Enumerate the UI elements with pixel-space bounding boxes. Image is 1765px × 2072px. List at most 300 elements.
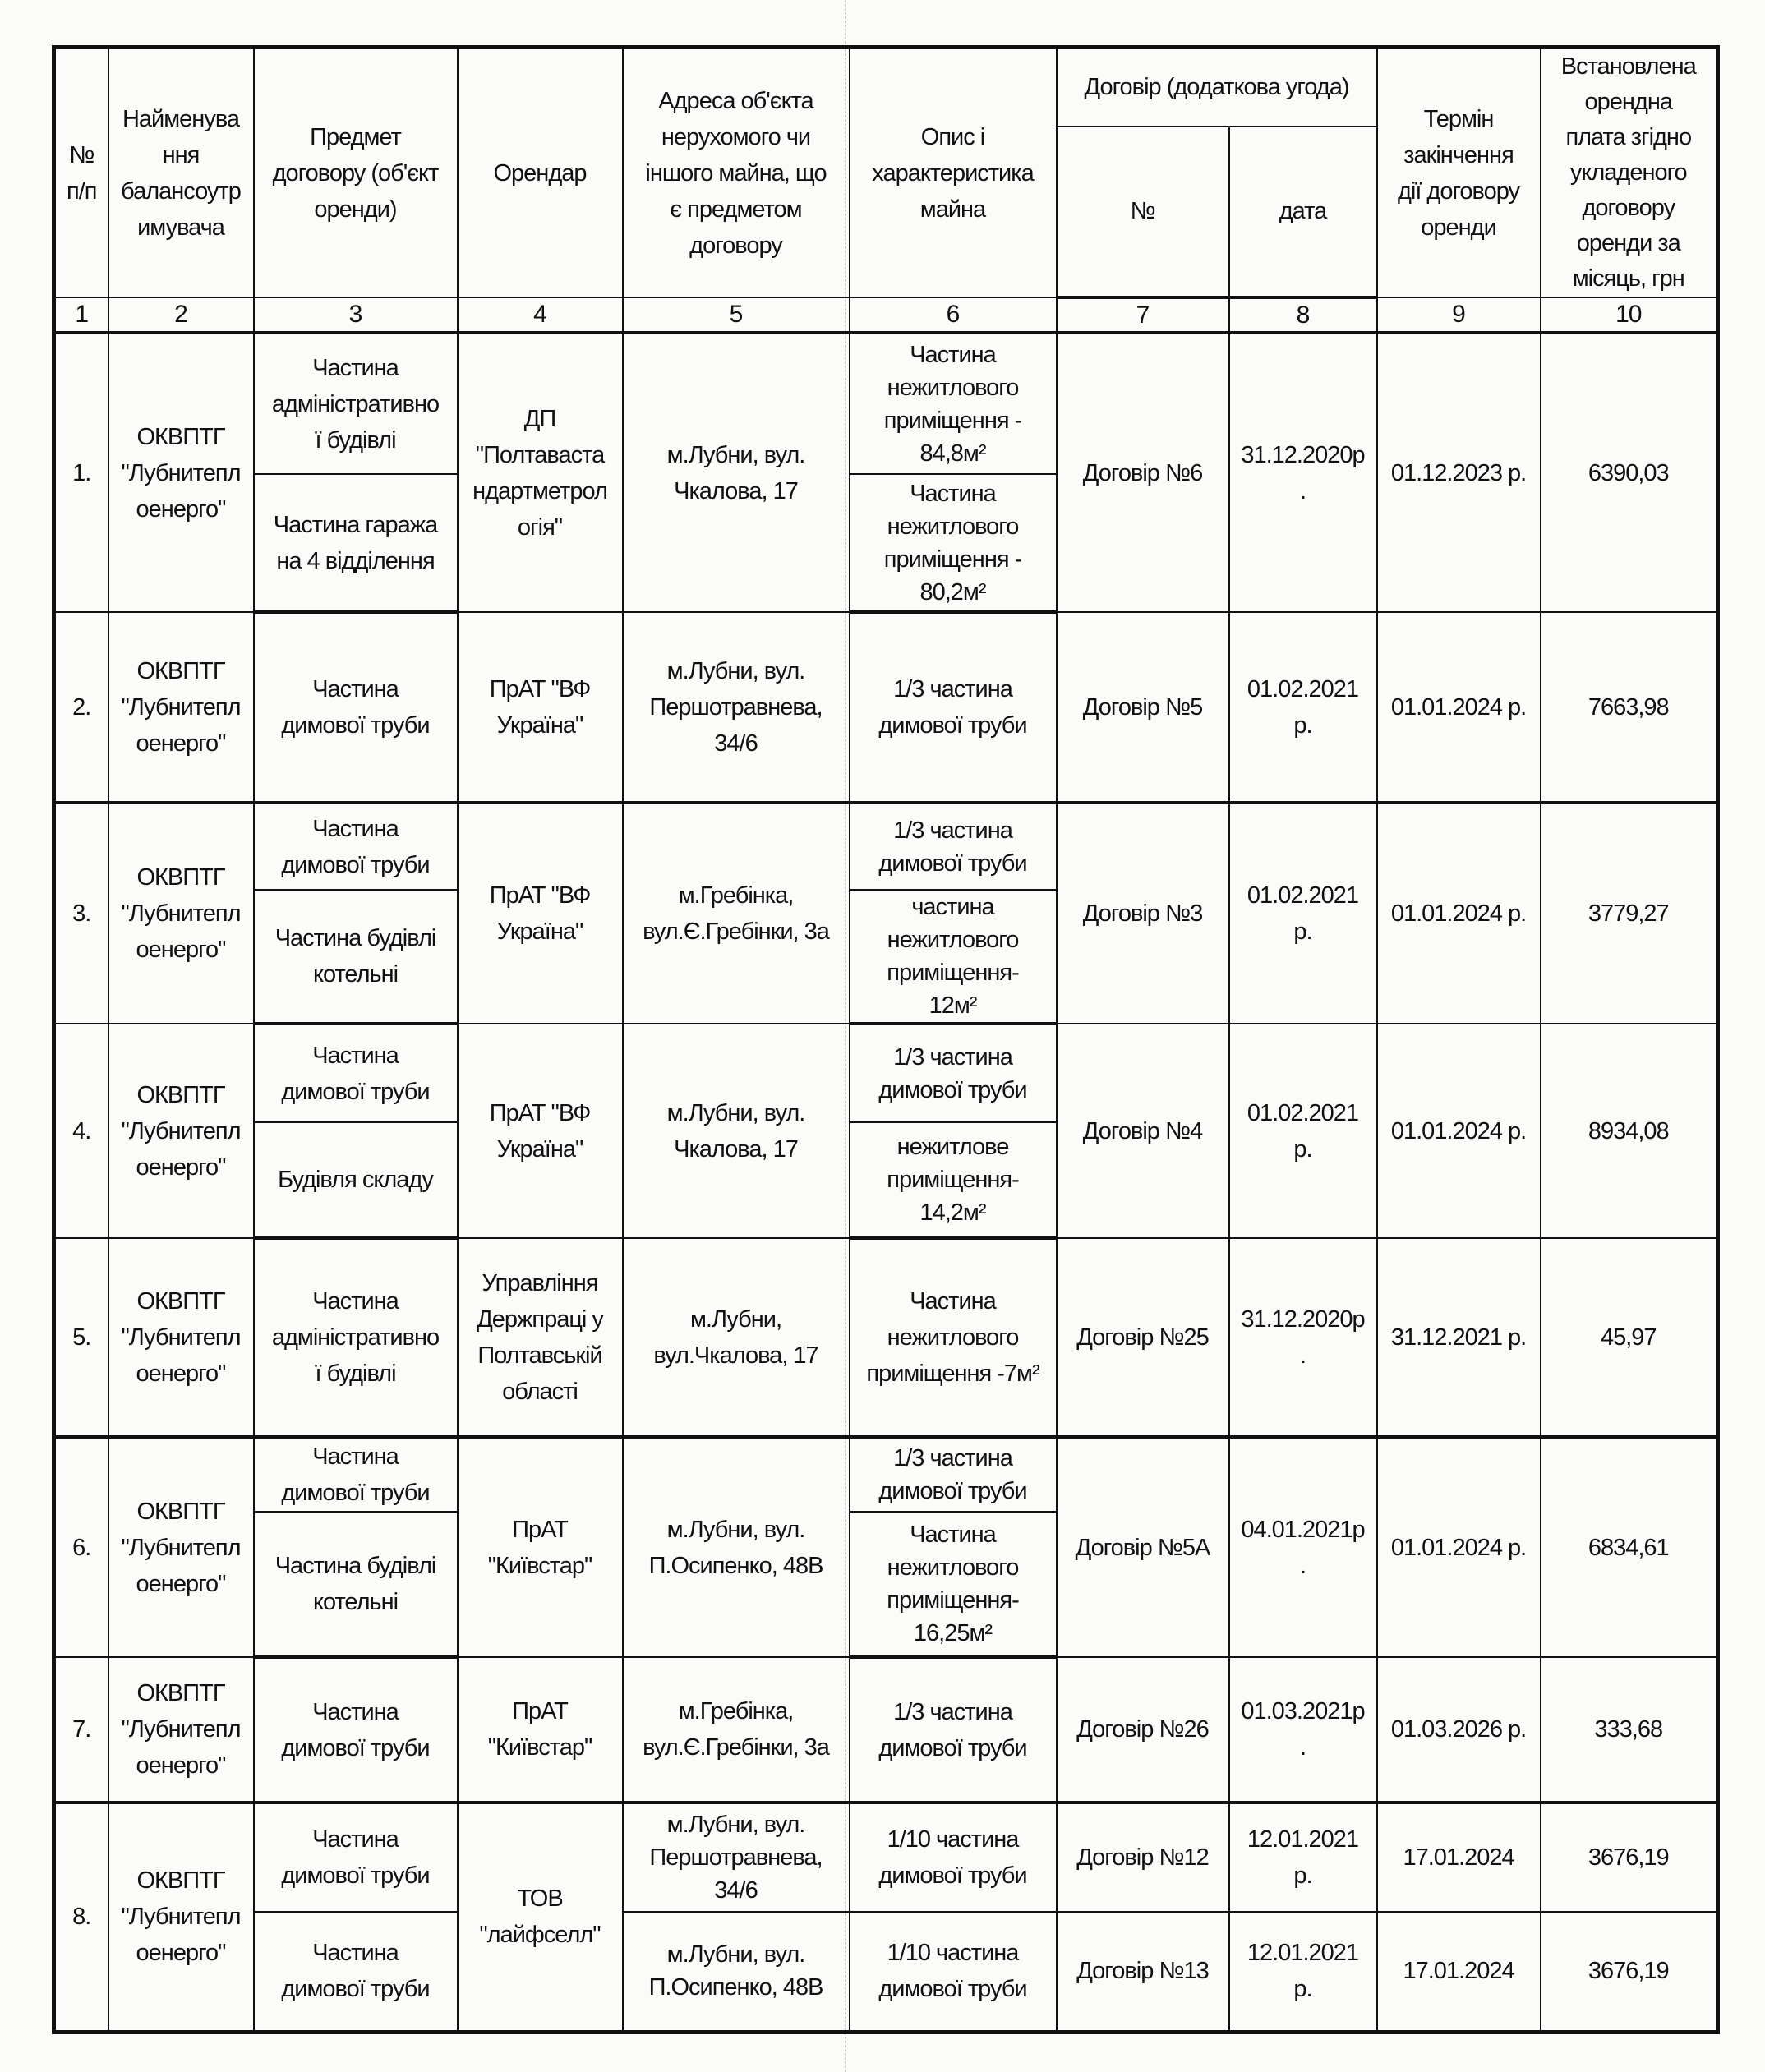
balance-holder xyxy=(108,1437,254,1657)
text-line: Першотравнева, xyxy=(649,1844,823,1871)
text-line: Частина xyxy=(312,1443,399,1470)
table-row xyxy=(54,1657,1718,1803)
text-line: котельні xyxy=(312,961,399,988)
row-number: 1. xyxy=(54,333,108,612)
text-line: . xyxy=(1299,1734,1306,1761)
text-line: Полтавській xyxy=(477,1342,602,1369)
text-line: Частина xyxy=(312,1940,399,1967)
text-line: ПрАТ "ВФ xyxy=(489,1099,591,1126)
text-line: Україна" xyxy=(496,919,583,945)
text-line: приміщення- xyxy=(887,960,1019,986)
text-line: оенерго" xyxy=(136,495,226,523)
contract-number: Договір №12 xyxy=(1057,1803,1229,1912)
text-line: 01.02.2021 xyxy=(1247,882,1359,909)
contract-end-date: 01.03.2026 р. xyxy=(1377,1657,1541,1803)
text-line: договору xyxy=(689,232,782,259)
text-line: м.Лубни, вул. xyxy=(666,1941,805,1968)
text-line: приміщення -7м² xyxy=(866,1361,1039,1387)
text-line: м.Лубни, вул. xyxy=(666,1099,805,1126)
text-line: димової труби xyxy=(281,1480,430,1506)
lease-subject xyxy=(254,612,458,803)
text-line: приміщення- xyxy=(887,1587,1019,1614)
property-address xyxy=(623,612,850,803)
text-line: Термін xyxy=(1423,105,1494,132)
text-line: вул.Є.Гребінки, 3а xyxy=(643,919,829,945)
text-line: ОКВПТГ xyxy=(136,423,225,450)
text-line: 12м² xyxy=(929,992,977,1019)
text-line: 1/3 частина xyxy=(893,817,1012,844)
text-line: Частина xyxy=(312,815,399,842)
text-line: димової труби xyxy=(281,1862,430,1889)
text-line: Встановлена xyxy=(1560,53,1696,80)
balance-holder xyxy=(108,1238,254,1437)
property-description xyxy=(850,1912,1057,2032)
property-description xyxy=(850,803,1057,890)
tenant xyxy=(458,1437,623,1657)
text-line: ння xyxy=(162,141,200,168)
text-line: м.Гребінка, xyxy=(678,1698,794,1724)
monthly-rent: 7663,98 xyxy=(1541,612,1718,803)
text-line: є предметом xyxy=(670,196,802,223)
text-line: ндартметрол xyxy=(472,477,607,504)
property-description xyxy=(850,1657,1057,1803)
column-number: 7 xyxy=(1057,297,1229,333)
text-line: 31.12.2020р xyxy=(1241,441,1365,468)
text-line: Частина xyxy=(910,1288,996,1315)
text-line: характеристика xyxy=(872,159,1034,186)
contract-end-date: 17.01.2024 xyxy=(1377,1803,1541,1912)
column-number: 4 xyxy=(458,297,623,333)
text-line: ї будівлі xyxy=(315,426,396,454)
table-row xyxy=(54,1437,1718,1512)
text-line: . xyxy=(1299,1342,1306,1369)
lease-subject xyxy=(254,803,458,890)
text-line: 14,2м² xyxy=(919,1199,986,1226)
balance-holder xyxy=(108,333,254,612)
text-line: вул.Є.Гребінки, 3а xyxy=(643,1734,829,1761)
text-line: 1/3 частина xyxy=(893,1043,1012,1071)
contract-number: Договір №6 xyxy=(1057,333,1229,612)
table-row xyxy=(54,1803,1718,1912)
text-line: димової труби xyxy=(878,1478,1027,1504)
row-number: 6. xyxy=(54,1437,108,1657)
text-line: димової труби xyxy=(878,712,1027,739)
text-line: дії договору xyxy=(1397,177,1520,205)
property-description xyxy=(850,1122,1057,1238)
text-line: . xyxy=(1299,1552,1306,1579)
text-line: "Київстар" xyxy=(487,1734,592,1761)
text-line: димової труби xyxy=(878,1076,1027,1103)
text-line: Першотравнева, xyxy=(649,693,823,721)
lease-subject xyxy=(254,1657,458,1803)
text-line: Частина xyxy=(910,480,996,507)
text-line: 01.02.2021 xyxy=(1247,675,1359,702)
text-line: закінчення xyxy=(1403,141,1514,168)
text-line: м.Лубни, вул. xyxy=(666,657,805,684)
property-description xyxy=(850,1238,1057,1437)
text-line: ОКВПТГ xyxy=(136,1287,225,1315)
text-line: 1/10 частина xyxy=(887,1940,1019,1967)
property-description xyxy=(850,1024,1057,1122)
contract-date xyxy=(1229,1912,1377,2032)
header-contract-no: № xyxy=(1057,127,1229,297)
lease-table xyxy=(52,45,1720,2034)
column-number: 9 xyxy=(1377,297,1541,333)
row-number: 3. xyxy=(54,803,108,1024)
header-description xyxy=(850,48,1057,298)
text-line: місяць, грн xyxy=(1572,265,1684,292)
text-line: укладеного xyxy=(1569,159,1687,186)
lease-subject xyxy=(254,1512,458,1657)
text-line: нерухомого чи xyxy=(661,123,811,150)
text-line: р. xyxy=(1293,1862,1312,1889)
header-contract-group: Договір (додаткова угода) xyxy=(1057,48,1377,127)
header-end-date xyxy=(1377,48,1541,298)
text-line: . xyxy=(1299,477,1306,504)
text-line: р. xyxy=(1293,1976,1312,2003)
text-line: 1/10 частина xyxy=(887,1826,1019,1853)
balance-holder xyxy=(108,1803,254,2032)
table-row xyxy=(54,612,1718,803)
property-address xyxy=(623,1657,850,1803)
text-line: оенерго" xyxy=(136,1360,226,1387)
lease-subject xyxy=(254,1238,458,1437)
text-line: оенерго" xyxy=(136,1153,226,1181)
contract-number: Договір №4 xyxy=(1057,1024,1229,1238)
text-line: оренди за xyxy=(1576,230,1680,256)
text-line: Предмет xyxy=(310,123,401,150)
text-line: "Лубнитепл xyxy=(121,459,241,486)
tenant xyxy=(458,612,623,803)
text-line: іншого майна, що xyxy=(645,159,827,186)
text-line: р. xyxy=(1293,919,1312,945)
property-description xyxy=(850,474,1057,612)
header-contract-date: дата xyxy=(1229,127,1377,297)
text-line: оенерго" xyxy=(136,1940,226,1967)
property-address xyxy=(623,1238,850,1437)
text-line: "Лубнитепл xyxy=(121,1534,241,1561)
property-description xyxy=(850,333,1057,474)
property-address xyxy=(623,333,850,612)
lease-subject xyxy=(254,1024,458,1122)
tenant xyxy=(458,1024,623,1238)
text-line: 16,25м² xyxy=(913,1620,993,1646)
contract-number: Договір №26 xyxy=(1057,1657,1229,1803)
monthly-rent: 3676,19 xyxy=(1541,1912,1718,2032)
text-line: оенерго" xyxy=(136,937,226,963)
text-line: ї будівлі xyxy=(315,1361,396,1387)
text-line: 84,8м² xyxy=(919,440,986,467)
header-tenant: Орендар xyxy=(458,48,623,298)
contract-end-date: 01.01.2024 р. xyxy=(1377,612,1541,803)
text-line: адміністративно xyxy=(271,1324,440,1351)
lease-subject xyxy=(254,1437,458,1512)
text-line: оенерго" xyxy=(136,1570,226,1597)
property-address xyxy=(623,1437,850,1657)
contract-number: Договір №13 xyxy=(1057,1912,1229,2032)
text-line: частина xyxy=(911,894,994,920)
balance-holder xyxy=(108,1657,254,1803)
text-line: ДП xyxy=(523,405,556,432)
text-line: Частина будівлі xyxy=(274,1553,436,1579)
text-line: димової труби xyxy=(281,1976,430,2003)
text-line: ОКВПТГ xyxy=(136,864,225,891)
text-line: плата згідно xyxy=(1565,124,1692,150)
column-number: 6 xyxy=(850,297,1057,333)
text-line: договору (об'єкт xyxy=(272,159,439,186)
text-line: димової труби xyxy=(281,1734,430,1761)
text-line: огія" xyxy=(517,513,563,541)
contract-end-date: 17.01.2024 xyxy=(1377,1912,1541,2032)
table-row xyxy=(54,1024,1718,1122)
text-line: ТОВ xyxy=(517,1886,563,1913)
text-line: ОКВПТГ xyxy=(136,657,225,684)
tenant xyxy=(458,803,623,1024)
text-line: димової труби xyxy=(281,851,430,878)
text-line: договору xyxy=(1582,195,1675,221)
monthly-rent: 8934,08 xyxy=(1541,1024,1718,1238)
text-line: на 4 відділення xyxy=(276,547,435,574)
text-line: "Лубнитепл xyxy=(121,1117,241,1144)
text-line: нежитлового xyxy=(887,1324,1019,1351)
text-line: Частина xyxy=(312,1288,399,1315)
text-line: "Лубнитепл xyxy=(121,1904,241,1931)
tenant xyxy=(458,1238,623,1437)
text-line: ОКВПТГ xyxy=(136,1498,225,1525)
property-address xyxy=(623,1024,850,1238)
contract-date xyxy=(1229,1437,1377,1657)
text-line: Частина xyxy=(312,1698,399,1725)
text-line: ПрАТ "ВФ xyxy=(489,882,591,909)
monthly-rent: 3779,27 xyxy=(1541,803,1718,1024)
text-line: нежитлового xyxy=(887,374,1019,401)
text-line: "Полтаваста xyxy=(475,441,605,468)
lease-subject xyxy=(254,890,458,1024)
row-number: 8. xyxy=(54,1803,108,2032)
text-line: Адреса об'єкта xyxy=(658,87,813,114)
header-address xyxy=(623,48,850,298)
text-line: нежитлового xyxy=(887,513,1019,540)
text-line: м.Лубни, вул. xyxy=(666,441,805,468)
text-line: димової труби xyxy=(878,1862,1027,1889)
text-line: 1/3 частина xyxy=(893,1445,1012,1471)
lease-subject xyxy=(254,1122,458,1238)
text-line: м.Лубни, xyxy=(689,1305,782,1333)
balance-holder xyxy=(108,1024,254,1238)
contract-date xyxy=(1229,803,1377,1024)
column-number: 2 xyxy=(108,297,254,333)
tenant xyxy=(458,333,623,612)
text-line: Частина xyxy=(312,1042,399,1069)
text-line: 04.01.2021р xyxy=(1241,1516,1365,1543)
text-line: 12.01.2021 xyxy=(1247,1940,1359,1967)
contract-number: Договір №3 xyxy=(1057,803,1229,1024)
text-line: приміщення - xyxy=(883,407,1022,434)
text-line: м.Гребінка, xyxy=(678,882,794,909)
text-line: Частина xyxy=(910,1522,996,1548)
text-line: Найменува xyxy=(122,105,240,132)
text-line: приміщення - xyxy=(883,546,1022,573)
text-line: оенерго" xyxy=(136,1752,226,1779)
text-line: Частина xyxy=(312,1826,399,1853)
text-line: котельні xyxy=(312,1589,399,1615)
text-line: вул.Чкалова, 17 xyxy=(653,1342,818,1369)
text-line: "Київстар" xyxy=(487,1552,592,1579)
tenant xyxy=(458,1657,623,1803)
text-line: димової труби xyxy=(281,1078,430,1105)
contract-end-date: 01.12.2023 р. xyxy=(1377,333,1541,612)
text-line: ОКВПТГ xyxy=(136,1081,225,1108)
lease-subject xyxy=(254,1912,458,2032)
text-line: ПрАТ xyxy=(512,1516,568,1543)
text-line: "Лубнитепл xyxy=(121,693,241,721)
column-number: 3 xyxy=(254,297,458,333)
text-line: Частина xyxy=(312,354,399,381)
column-number: 5 xyxy=(623,297,850,333)
header-holder xyxy=(108,48,254,298)
property-description xyxy=(850,890,1057,1024)
text-line: Чкалова, 17 xyxy=(674,477,798,504)
text-line: Частина будівлі xyxy=(274,925,436,951)
text-line: димової труби xyxy=(281,712,430,739)
text-line: Частина xyxy=(312,676,399,702)
row-number: 2. xyxy=(54,612,108,803)
contract-number: Договір №5 xyxy=(1057,612,1229,803)
contract-end-date: 01.01.2024 р. xyxy=(1377,1437,1541,1657)
text-line: р. xyxy=(1293,1135,1312,1163)
property-address xyxy=(623,1912,850,2032)
lease-subject xyxy=(254,333,458,474)
text-line: 01.03.2021р xyxy=(1241,1698,1365,1724)
text-line: 1/3 частина xyxy=(893,676,1012,702)
text-line: ОКВПТГ xyxy=(136,1867,225,1895)
contract-date xyxy=(1229,1238,1377,1437)
text-line: Будівля складу xyxy=(278,1167,433,1193)
lease-register xyxy=(52,45,1716,2015)
text-line: № xyxy=(69,141,94,168)
text-line: П.Осипенко, 48В xyxy=(648,1974,823,2001)
column-number: 8 xyxy=(1229,297,1377,333)
text-line: 01.02.2021 xyxy=(1247,1099,1359,1126)
row-number: 7. xyxy=(54,1657,108,1803)
contract-end-date: 01.01.2024 р. xyxy=(1377,803,1541,1024)
property-description xyxy=(850,1437,1057,1512)
text-line: П.Осипенко, 48В xyxy=(648,1552,823,1579)
text-line: "Лубнитепл xyxy=(121,900,241,927)
row-number: 5. xyxy=(54,1238,108,1437)
property-address xyxy=(623,803,850,1024)
contract-date xyxy=(1229,1657,1377,1803)
text-line: Держпраці у xyxy=(477,1305,603,1333)
text-line: "лайфселл" xyxy=(479,1922,601,1949)
column-number-row xyxy=(54,297,1718,333)
monthly-rent: 3676,19 xyxy=(1541,1803,1718,1912)
column-number: 10 xyxy=(1541,297,1718,333)
table-row xyxy=(54,1912,1718,2032)
text-line: орендна xyxy=(1584,89,1672,115)
text-line: м.Лубни, вул. xyxy=(666,1516,805,1543)
monthly-rent: 6834,61 xyxy=(1541,1437,1718,1657)
table-row xyxy=(54,1238,1718,1437)
header-subject xyxy=(254,48,458,298)
text-line: 80,2м² xyxy=(919,578,986,605)
text-line: димової труби xyxy=(878,1734,1027,1761)
property-description xyxy=(850,1512,1057,1657)
text-line: димової труби xyxy=(878,850,1027,877)
contract-date xyxy=(1229,612,1377,803)
text-line: м.Лубни, вул. xyxy=(666,1812,805,1838)
text-line: "Лубнитепл xyxy=(121,1716,241,1743)
text-line: 34/6 xyxy=(714,1877,758,1904)
text-line: Україна" xyxy=(496,1135,583,1163)
contract-number: Договір №25 xyxy=(1057,1238,1229,1437)
text-line: оренди xyxy=(1421,214,1496,241)
text-line: Частина гаража xyxy=(273,511,438,538)
text-line: 31.12.2020р xyxy=(1241,1305,1365,1333)
text-line: 12.01.2021 xyxy=(1247,1826,1359,1853)
text-line: "Лубнитепл xyxy=(121,1324,241,1351)
text-line: нежитлового xyxy=(887,927,1019,953)
text-line: 34/6 xyxy=(714,730,758,757)
property-address xyxy=(623,1803,850,1912)
text-line: р. xyxy=(1293,711,1312,739)
monthly-rent: 45,97 xyxy=(1541,1238,1718,1437)
contract-date xyxy=(1229,333,1377,612)
text-line: Опис і xyxy=(920,123,985,150)
header-rent xyxy=(1541,48,1718,298)
monthly-rent: 6390,03 xyxy=(1541,333,1718,612)
property-description xyxy=(850,1803,1057,1912)
column-number: 1 xyxy=(54,297,108,333)
text-line: оренди) xyxy=(314,196,397,223)
text-line: 1/3 частина xyxy=(893,1698,1012,1725)
text-line: оенерго" xyxy=(136,730,226,757)
balance-holder xyxy=(108,612,254,803)
text-line: балансоутр xyxy=(121,177,241,205)
contract-number: Договір №5А xyxy=(1057,1437,1229,1657)
table-row xyxy=(54,803,1718,890)
text-line: имувача xyxy=(137,214,224,241)
contract-end-date: 01.01.2024 р. xyxy=(1377,1024,1541,1238)
property-description xyxy=(850,612,1057,803)
lease-subject xyxy=(254,474,458,612)
text-line: Частина xyxy=(910,341,996,368)
text-line: димової труби xyxy=(878,1976,1027,2003)
contract-date xyxy=(1229,1024,1377,1238)
text-line: ПрАТ "ВФ xyxy=(489,675,591,702)
text-line: п/п xyxy=(67,177,97,205)
tenant xyxy=(458,1803,623,2032)
text-line: нежитлового xyxy=(887,1554,1019,1581)
text-line: майна xyxy=(919,196,986,223)
table-row xyxy=(54,333,1718,474)
text-line: області xyxy=(502,1378,578,1405)
text-line: Чкалова, 17 xyxy=(674,1135,798,1163)
text-line: ОКВПТГ xyxy=(136,1680,225,1706)
text-line: приміщення- xyxy=(887,1167,1019,1193)
monthly-rent: 333,68 xyxy=(1541,1657,1718,1803)
text-line: ПрАТ xyxy=(512,1698,568,1724)
text-line: нежитлове xyxy=(896,1134,1009,1160)
lease-subject xyxy=(254,1803,458,1912)
text-line: Україна" xyxy=(496,711,583,739)
contract-date xyxy=(1229,1803,1377,1912)
row-number: 4. xyxy=(54,1024,108,1238)
balance-holder xyxy=(108,803,254,1024)
text-line: Управління xyxy=(482,1269,598,1296)
text-line: адміністративно xyxy=(271,390,440,417)
contract-end-date: 31.12.2021 р. xyxy=(1377,1238,1541,1437)
